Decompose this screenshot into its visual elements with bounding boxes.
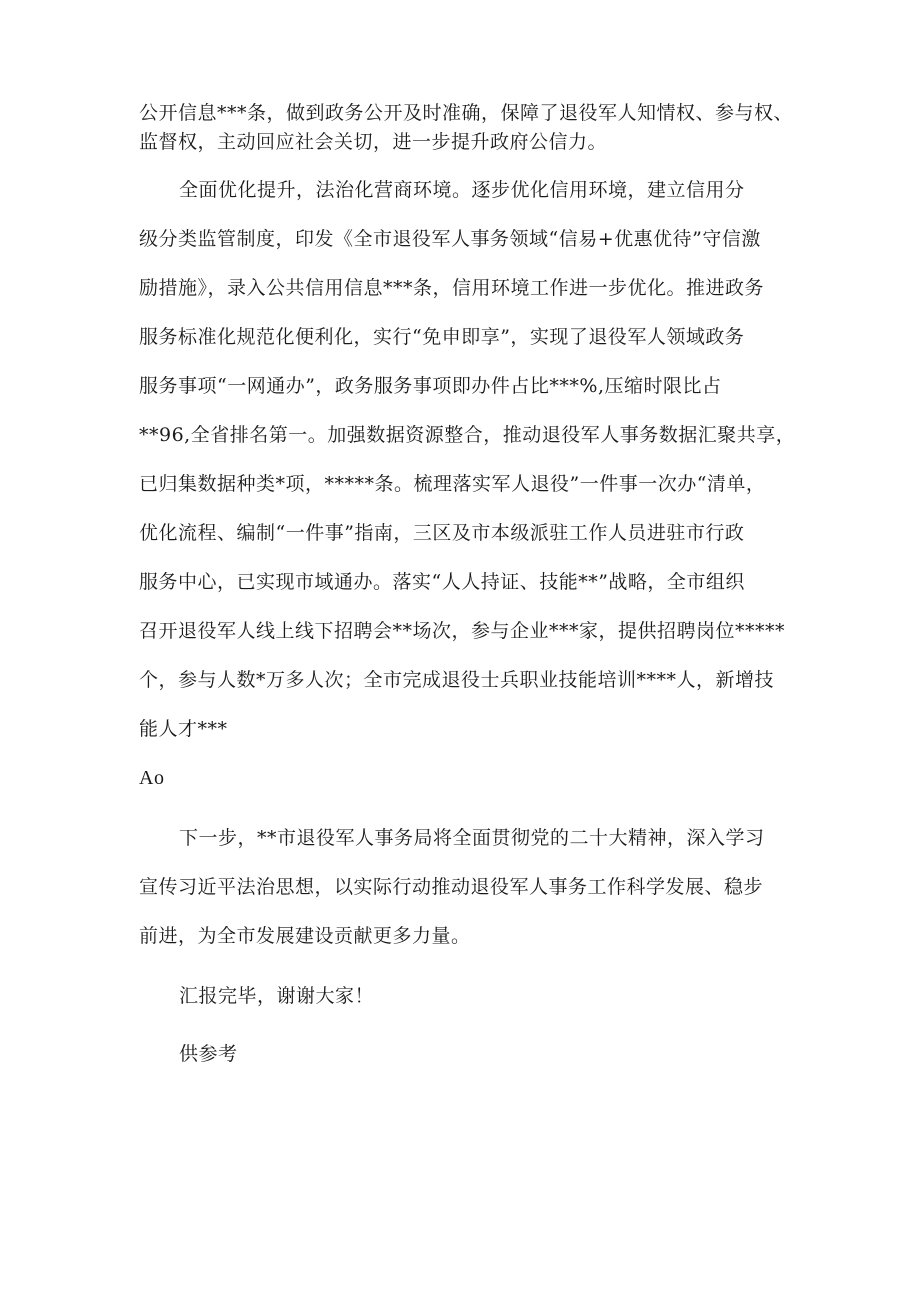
reference-note: 供参考: [179, 1043, 238, 1065]
paragraph-3-line-2: 宣传习近平法治思想，以实际行动推动退役军人事务工作科学发展、稳步: [139, 876, 764, 898]
paragraph-2-line-2: 级分类监管制度，印发《全市退役军人事务领域“信易+优惠优待”守信激: [139, 228, 761, 250]
closing-text: 汇报完毕，谢谢大家！: [179, 985, 375, 1007]
paragraph-2-line-8: 优化流程、编制“一件事”指南，三区及市本级派驻工作人员进驻市行政: [139, 522, 745, 544]
paragraph-2-line-1: 全面优化提升，法治化营商环境。逐步优化信用环境，建立信用分: [179, 179, 745, 201]
paragraph-2-line-11: 个，参与人数*万多人次；全市完成退役士兵职业技能培训****人，新增技: [139, 669, 775, 691]
paragraph-2-line-7: 已归集数据种类*项，*****条。梳理落实军人退役”一件事一次办“清单，: [139, 473, 766, 495]
ao-text: Ao: [139, 767, 165, 789]
paragraph-1-line-1: 公开信息***条，做到政务公开及时准确，保障了退役军人知情权、参与权、: [139, 102, 794, 124]
paragraph-2-line-3: 励措施》，录入公共信用信息***条，信用环境工作进一步优化。推进政务: [139, 277, 765, 299]
paragraph-2-line-6: **96,全省排名第一。加强数据资源整合，推动退役军人事务数据汇聚共享，: [139, 424, 796, 446]
paragraph-1-line-2: 监督权，主动回应社会关切，进一步提升政府公信力。: [139, 131, 608, 153]
paragraph-2-line-12: 能人才***: [139, 718, 228, 740]
paragraph-2-line-10: 召开退役军人线上线下招聘会**场次，参与企业***家，提供招聘岗位*****: [139, 620, 786, 642]
paragraph-2-line-4: 服务标准化规范化便利化，实行“免申即享”，实现了退役军人领域政务: [139, 326, 745, 348]
paragraph-3-line-1: 下一步，**市退役军人事务局将全面贯彻党的二十大精神，深入学习: [179, 827, 765, 849]
paragraph-3-line-3: 前进，为全市发展建设贡献更多力量。: [139, 925, 471, 947]
paragraph-2-line-9: 服务中心，已实现市域通办。落实“人人持证、技能**”战略，全市组织: [139, 571, 745, 593]
paragraph-2-line-5: 服务事项“一网通办”，政务服务事项即办件占比***%,压缩时限比占: [139, 375, 722, 397]
